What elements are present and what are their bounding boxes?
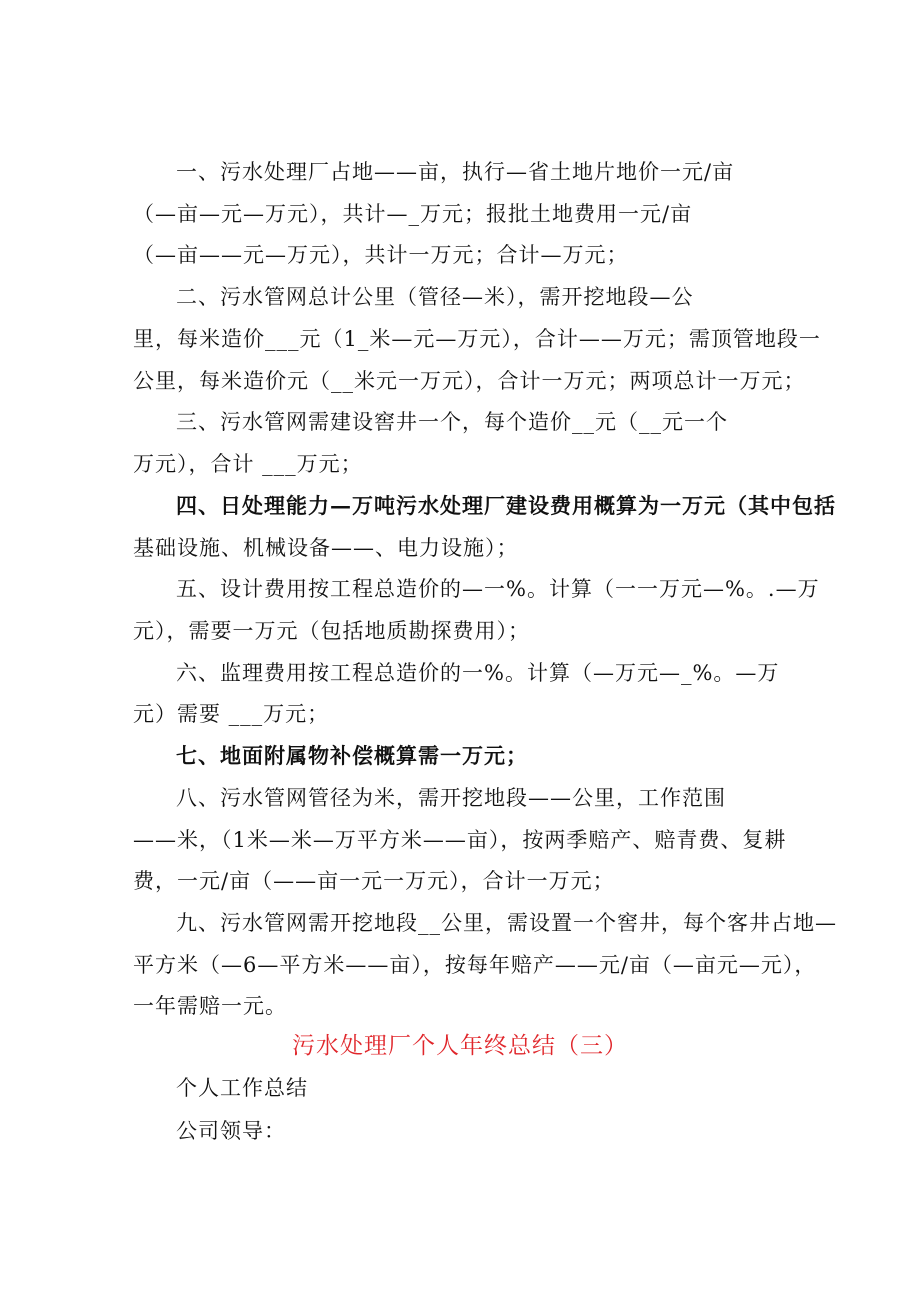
para-1-line-3: （—亩——元—万元），共计一万元；合计—万元； [133,243,629,267]
para-4-line-1: 四、日处理能力—万吨污水处理厂建设费用概算为一万元（其中包括 [176,493,836,518]
para-8-line-2: ——米，（1米—米—万平方米——亩），按两季赔产、赔青费、复耕 [133,828,787,852]
para-5-line-2: 元），需要一万元（包括地质勘探费用）； [133,619,530,643]
section-title: 污水处理厂个人年终总结（三） [292,1033,628,1059]
salutation: 公司领导： [176,1119,286,1143]
para-1-line-2: （—亩—元—万元），共计—_万元；报批土地费用一元/亩 [133,202,693,226]
para-2-line-2: 里，每米造价___元（1_米—元—万元），合计——万元；需顶管地段一 [133,327,821,351]
para-1-line-1: 一、污水处理厂占地——亩，执行—省土地片地价一元/亩 [176,160,735,184]
para-9-line-3: 一年需赔一元。 [133,994,287,1018]
para-2-line-1: 二、污水管网总计公里（管径—米），需开挖地段—公 [176,285,694,309]
para-2-line-3: 公里，每米造价元（__米元一万元），合计一万元；两项总计一万元； [133,369,806,393]
para-6-line-2: 元）需要 ___万元； [133,702,330,726]
para-7-line-1: 七、地面附属物补偿概算需一万元； [176,743,528,768]
para-9-line-1: 九、污水管网需开挖地段__公里，需设置一个窖井，每个客井占地— [176,911,837,935]
para-6-line-1: 六、监理费用按工程总造价的一%。计算（—万元—_%。—万 [176,661,780,685]
para-4-line-2: 基础设施、机械设备——、电力设施）； [133,536,519,560]
para-8-line-1: 八、污水管网管径为米，需开挖地段——公里，工作范围 [176,786,726,810]
para-5-line-1: 五、设计费用按工程总造价的—一%。计算（一一万元—%。.—万 [176,577,820,601]
para-9-line-2: 平方米（—6—平方米——亩），按每年赔产——元/亩（—亩元—元）， [133,953,817,977]
para-3-line-1: 三、污水管网需建设窖井一个，每个造价__元（__元一个 [176,410,728,434]
para-8-line-3: 费，一元/亩（——亩一元一万元），合计一万元； [133,869,615,893]
subheading: 个人工作总结 [176,1076,308,1100]
para-3-line-2: 万元），合计 ___万元； [133,452,363,476]
